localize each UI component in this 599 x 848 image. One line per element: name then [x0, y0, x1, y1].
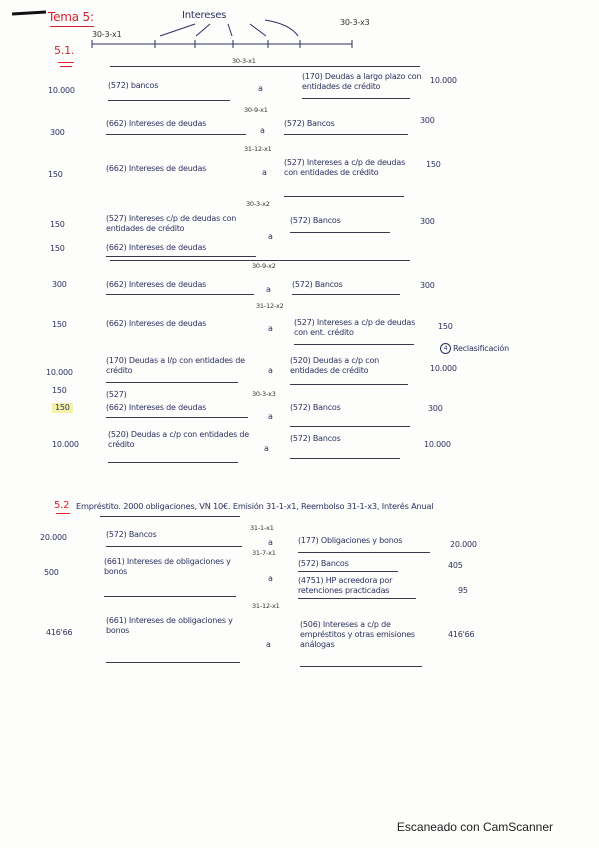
credit-amount: 150	[438, 322, 453, 331]
debit-account: (572) bancos	[108, 81, 159, 90]
credit-account: (572) Bancos	[290, 403, 341, 412]
credit-account: (527) Intereses a c/p de deudas con entidades de crédito	[284, 158, 406, 177]
credit-amount: 10.000	[430, 76, 457, 85]
debit-account: (662) Intereses de deudas	[106, 119, 207, 128]
entry-date: 31-12-x1	[244, 145, 272, 153]
entry-date: 30-3-x3	[252, 390, 276, 398]
debit-account: (520) Deudas a c/p con entidades de crédito	[108, 430, 250, 449]
section-5-2-heading: Empréstito. 2000 obligaciones, VN 10€. Emisión 31-1-x1, Reembolso 31-1-x3, Interés Anual	[76, 501, 434, 511]
credit-amount: 10.000	[430, 364, 457, 373]
credit-amount: 300	[420, 217, 435, 226]
scanner-watermark: Escaneado con CamScanner	[396, 820, 553, 834]
section-5-2-label: 5.2	[54, 500, 70, 511]
credit-account: (572) Bancos	[292, 280, 343, 289]
debit-account: (661) Intereses de obligaciones y bonos	[104, 557, 231, 576]
debit-account: (662) Intereses de deudas	[106, 403, 207, 412]
a-connector: a	[262, 168, 267, 177]
debit-amount: 10.000	[52, 440, 79, 449]
credit-amount: 300	[428, 404, 443, 413]
debit-account: (661) Intereses de obligaciones y bonos	[106, 616, 233, 635]
section-5-1-label: 5.1.	[54, 44, 75, 57]
credit-amount: 20.000	[450, 540, 477, 549]
credit-account: (520) Deudas a c/p con entidades de crédito	[290, 356, 380, 375]
debit-amount: 300	[52, 280, 67, 289]
debit-amount: 150	[50, 244, 65, 253]
a-connector: a	[268, 538, 273, 547]
debit-amount: 150	[52, 320, 67, 329]
debit-amount-highlighted: 150	[52, 403, 73, 413]
timeline-end-date: 30-3-x3	[340, 18, 370, 27]
credit-amount: 300	[420, 281, 435, 290]
reclassification-note	[440, 343, 509, 354]
debit-amount: 20.000	[40, 533, 67, 542]
a-connector: a	[266, 640, 271, 649]
credit-account: (170) Deudas a largo plazo con entidades de crédito	[302, 72, 422, 91]
entry-date: 30-3-x1	[232, 57, 256, 65]
a-connector: a	[268, 232, 273, 241]
entry-date: 31-7-x1	[252, 549, 276, 557]
entry-date: 30-3-x2	[246, 200, 270, 208]
debit-account: (572) Bancos	[106, 530, 157, 539]
credit-amount: 150	[426, 160, 441, 169]
credit-account: (527) Intereses a c/p de deudas con ent. crédito	[294, 318, 416, 337]
credit-account: (4751) HP acreedora por retenciones practicadas	[298, 576, 393, 595]
credit-account: (572) Bancos	[290, 434, 341, 443]
interest-label: Intereses	[182, 10, 227, 21]
credit-account: (506) Intereses a c/p de empréstitos y otras emisiones análogas	[300, 620, 415, 649]
debit-account: (662) Intereses de deudas	[106, 319, 207, 328]
debit-amount: 10.000	[46, 368, 73, 377]
a-connector: a	[264, 444, 269, 453]
note-number-circle: 4	[440, 343, 451, 354]
debit-account: (662) Intereses de deudas	[106, 164, 207, 173]
timeline-start-date: 30-3-x1	[92, 30, 122, 39]
entry-date: 31-12-x1	[252, 602, 280, 610]
debit-amount: 10.000	[48, 86, 75, 95]
debit-account: (662) Intereses de deudas	[106, 243, 207, 252]
debit-amount: 416'66	[46, 628, 73, 637]
note-text: Reclasificación	[453, 344, 509, 353]
a-connector: a	[268, 574, 273, 583]
a-connector: a	[266, 285, 271, 294]
a-connector: a	[260, 126, 265, 135]
debit-account: (170) Deudas a l/p con entidades de crédito	[106, 356, 245, 375]
credit-amount: 405	[448, 561, 463, 570]
credit-account: (572) Bancos	[284, 119, 335, 128]
a-connector: a	[258, 84, 263, 93]
debit-amount: 300	[50, 128, 65, 137]
credit-amount: 95	[458, 586, 468, 595]
debit-amount: 500	[44, 568, 59, 577]
entry-date: 31-1-x1	[250, 524, 274, 532]
a-connector: a	[268, 324, 273, 333]
credit-amount: 300	[420, 116, 435, 125]
entry-date: 31-12-x2	[256, 302, 284, 310]
debit-amount: 150	[52, 386, 67, 395]
debit-account: (527)	[106, 390, 127, 399]
debit-account: (662) Intereses de deudas	[106, 280, 207, 289]
a-connector: a	[268, 412, 273, 421]
page-title: Tema 5:	[48, 10, 94, 24]
credit-amount: 10.000	[424, 440, 451, 449]
credit-account: (572) Bancos	[298, 559, 349, 568]
debit-amount: 150	[50, 220, 65, 229]
credit-account: (177) Obligaciones y bonos	[298, 536, 403, 545]
debit-amount: 150	[48, 170, 63, 179]
debit-account: (527) Intereses c/p de deudas con entidades de crédito	[106, 214, 237, 233]
entry-date: 30-9-x1	[244, 106, 268, 114]
credit-account: (572) Bancos	[290, 216, 341, 225]
credit-amount: 416'66	[448, 630, 475, 639]
a-connector: a	[268, 366, 273, 375]
entry-date: 30-9-x2	[252, 262, 276, 270]
